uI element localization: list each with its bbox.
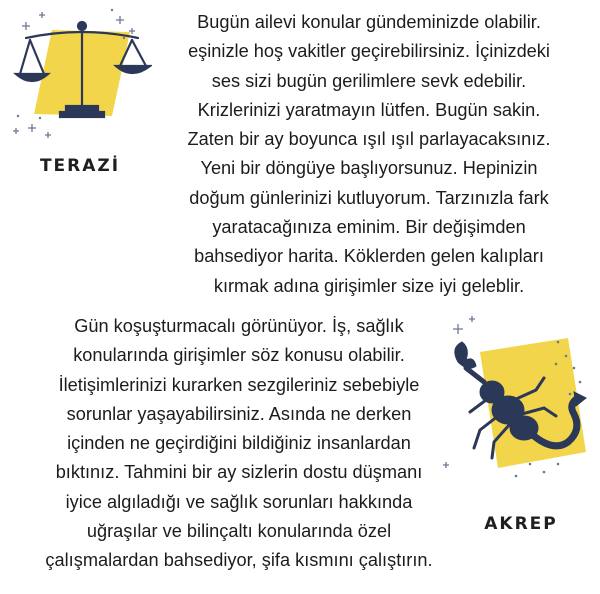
libra-scales-illustration	[12, 8, 152, 140]
akrep-line: içinden ne geçirdiğini bildiğiniz insanlardan	[67, 433, 411, 454]
terazi-line: kırmak adına girişimler size iyi geleblir.	[213, 275, 525, 296]
akrep-label: AKREP	[484, 514, 558, 534]
akrep-line: sorunlar yaşayabilirsiniz. Asında ne derken	[66, 403, 412, 424]
terazi-line: eşinizle hoş vakitler geçirebilirsiniz. İçinizdeki	[188, 41, 550, 62]
akrep-line: konularında girişimler söz konusu olabilir.	[73, 345, 405, 366]
akrep-line: Gün koşuşturmacalı görünüyor. İş, sağlık	[74, 316, 404, 336]
akrep-text	[4, 312, 474, 576]
akrep-line: iyice algıladığı ve sağlık sorunları hakkında	[65, 491, 413, 512]
terazi-line: Yeni bir döngüye başlıyorsunuz. Hepinizin	[200, 158, 538, 179]
akrep-section	[0, 300, 600, 594]
terazi-line: doğum günlerinizi kutluyorum. Tarzınızla fark	[189, 187, 549, 208]
akrep-line: çalışmalardan bahsediyor, şifa kısmını çalıştırın.	[45, 550, 433, 571]
terazi-line: ses sizi bugün gerilimlere sevk edebilir.	[211, 70, 527, 91]
akrep-line: uğraşılar ve bilinçaltı konularında özel	[86, 521, 392, 542]
scorpion-illustration	[440, 312, 596, 490]
terazi-line: yaratacağınıza eminim. Bir değişimden	[212, 217, 526, 238]
terazi-text	[148, 8, 590, 301]
terazi-line: Zaten bir ay boyunca ışıl ışıl parlayacaksınız.	[187, 129, 551, 150]
terazi-line: bahsediyor harita. Köklerden gelen kalıpları	[194, 246, 544, 267]
terazi-label: TERAZİ	[39, 156, 121, 176]
sparkle-icon	[443, 316, 475, 468]
akrep-line: bıktınız. Tahmini bir ay sizlerin dostu düşmanı	[55, 462, 423, 483]
terazi-line: Bugün ailevi konular gündeminizde olabilir.	[197, 12, 541, 32]
terazi-line: Krizlerinizi yaratmayın lütfen. Bugün sakin.	[197, 99, 541, 120]
akrep-line: İletişimlerinizi kurarken sezgileriniz sebebiyle	[58, 374, 420, 395]
libra-scale-icon	[16, 22, 150, 117]
